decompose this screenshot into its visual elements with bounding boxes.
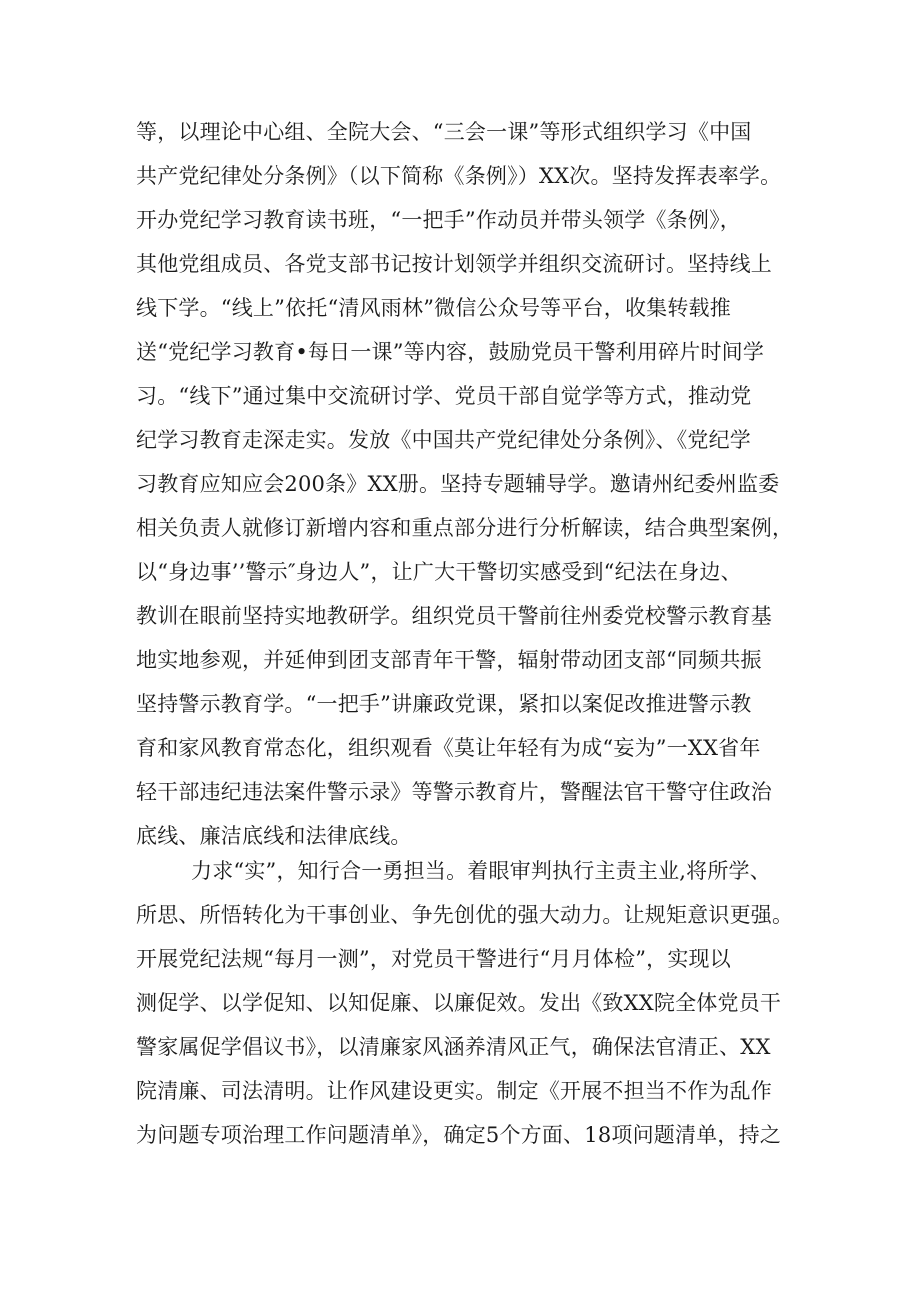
text-line: 纪学习教育走深走实。发放《中国共产党纪律处分条例》、《党纪学 xyxy=(136,428,751,452)
text-line: 轻干部违纪违法案件警示录》等警示教育片，警醒法官干警守住政治 xyxy=(136,780,772,804)
text-line: 其他党组成员、各党支部书记按计划领学并组织交流研讨。坚持线上 xyxy=(136,252,772,276)
text-line: 底线、廉洁底线和法律底线。 xyxy=(136,824,412,848)
text-line: 警家属促学倡议书》，以清廉家风涵养清风正气，确保法官清正、XX xyxy=(136,1035,771,1059)
text-line: 坚持警示教育学。“一把手”讲廉政党课，紧扣以案促改推进警示教 xyxy=(136,692,752,716)
text-line: 育和家风教育常态化，组织观看《莫让年轻有为成“妄为”一XX省年 xyxy=(136,736,761,760)
text-line: 院清廉、司法清明。让作风建设更实。制定《开展不担当不作为乱作 xyxy=(136,1079,772,1103)
text-line: 以“身边事’’警示″身边人”，让广大干警切实感受到“纪法在身边、 xyxy=(136,560,742,584)
text-line: 力求“实”，知行合一勇担当。着眼审判执行主责主业,将所学、 xyxy=(136,859,771,883)
text-line: 教训在眼前坚持实地教研学。组织党员干警前往州委党校警示教育基 xyxy=(136,604,772,628)
paragraph-2 xyxy=(136,849,796,1157)
text-line: 送“党纪学习教育•每日一课”等内容，鼓励党员干警利用碎片时间学 xyxy=(136,340,765,364)
text-line: 所思、所悟转化为干事创业、争先创优的强大动力。让规矩意识更强。 xyxy=(136,903,794,927)
text-line: 习。“线下”通过集中交流研讨学、党员干部自觉学等方式，推动党 xyxy=(136,384,752,408)
text-line: 地实地参观，并延伸到团支部青年干警，辐射带动团支部“同频共振 xyxy=(136,648,762,672)
text-line: 等，以理论中心组、全院大会、“三会一课”等形式组织学习《中国 xyxy=(136,120,752,144)
text-line: 为问题专项治理工作问题清单》，确定5个方面、18项问题清单，持之 xyxy=(136,1123,781,1147)
text-line: 共产党纪律处分条例》（以下简称《条例》）XX次。坚持发挥表率学。 xyxy=(136,164,782,188)
text-line: 习教育应知应会200条》XX册。坚持专题辅导学。邀请州纪委州监委 xyxy=(136,472,780,496)
paragraph-1 xyxy=(136,110,796,858)
text-line: 相关负责人就修订新增内容和重点部分进行分析解读，结合典型案例， xyxy=(136,516,794,540)
text-line: 测促学、以学促知、以知促廉、以廉促效。发出《致XX院全体党员干 xyxy=(136,991,782,1015)
text-line: 开展党纪法规“每月一测”，对党员干警进行“月月体检”，实现以 xyxy=(136,947,731,971)
text-line: 线下学。“线上”依托“清风雨林”微信公众号等平台，收集转载推 xyxy=(136,296,731,320)
text-line: 开办党纪学习教育读书班，“一把手”作动员并带头领学《条例》， xyxy=(136,208,741,232)
